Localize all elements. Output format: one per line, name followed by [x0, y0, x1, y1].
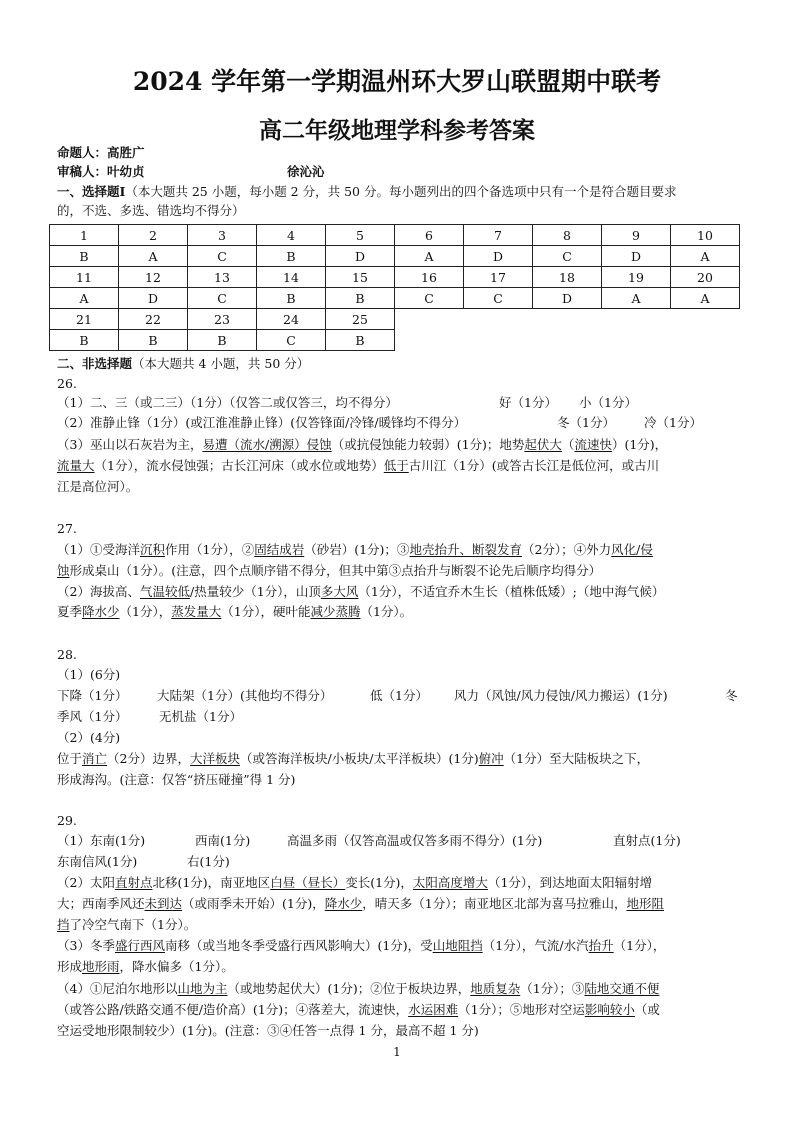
- table-cell: 7: [464, 225, 533, 246]
- reviewer-2: 徐沁沁: [287, 164, 325, 179]
- section1-line2: [57, 202, 747, 220]
- q29-key-point: 陆地交通不便: [584, 981, 660, 996]
- q29-text: 变长(1分)，: [345, 875, 413, 890]
- table-cell: A: [671, 288, 740, 309]
- q29-key-point: 地形雨: [82, 959, 120, 974]
- q26-key-point: 低于: [383, 458, 409, 473]
- q29-line7: [57, 958, 747, 976]
- table-cell: 14: [257, 267, 326, 288]
- q27-text: （1分），: [119, 604, 172, 619]
- q27-key-point: 减少蒸腾: [310, 604, 361, 619]
- table-cell: 18: [533, 267, 602, 288]
- q27-text: （1分），硬叶能: [221, 604, 311, 619]
- table-cell: A: [50, 288, 119, 309]
- q26-line2: [57, 414, 747, 432]
- q29-key-point: 盛行西风: [114, 938, 165, 953]
- q29-line4: [57, 895, 747, 913]
- table-cell: D: [602, 246, 671, 267]
- table-cell: A: [602, 288, 671, 309]
- q26-key-point: 起伏大: [524, 437, 562, 452]
- q28-text: 低（1分）: [370, 688, 428, 703]
- q27-key-point: 降水少: [82, 604, 120, 619]
- q28-text: 位于: [57, 751, 83, 766]
- q28-key-point: 消亡: [82, 751, 108, 766]
- table-cell: 11: [50, 267, 119, 288]
- q29-text: 高温多雨（仅答高温或仅答多雨不得分）(1分): [287, 833, 543, 848]
- table-cell: 24: [257, 309, 326, 330]
- table-cell: B: [50, 246, 119, 267]
- q26-text: （2）准静止锋（1分）(或江淮准静止锋）(仅答锋面/冷锋/暖锋均不得分）: [57, 415, 467, 430]
- q26-number: 26.: [57, 376, 77, 391]
- table-row: [50, 330, 740, 351]
- q29-text: （或雨季未开始）(1分)，: [182, 896, 325, 911]
- setter-line: [57, 144, 747, 162]
- table-cell: C: [395, 288, 464, 309]
- table-cell: C: [533, 246, 602, 267]
- table-cell: 19: [602, 267, 671, 288]
- table-cell: 5: [326, 225, 395, 246]
- table-cell: A: [395, 246, 464, 267]
- q28-line1: （1）(6分): [57, 667, 121, 682]
- q28-number: 28.: [57, 647, 77, 662]
- q28-line5: [57, 750, 747, 768]
- q26-text: （1）二、三（或二三）（1分）（仅答二或仅答三，均不得分）: [57, 395, 398, 410]
- table-cell: 8: [533, 225, 602, 246]
- q29-line6: [57, 937, 747, 955]
- q29-text: 西南(1分): [195, 833, 251, 848]
- q26-text: 冷（1分）: [644, 415, 702, 430]
- page-number: 1: [393, 1045, 401, 1059]
- section1-desc-cont: 的，不选、多选、错选均不得分）: [57, 203, 245, 218]
- q27-number: 27.: [57, 521, 77, 536]
- q26-key-point: 易遭（流水/溯源）侵蚀: [202, 437, 332, 452]
- table-cell: 6: [395, 225, 464, 246]
- table-cell: B: [257, 246, 326, 267]
- q29-key-point: 直射点: [114, 875, 153, 890]
- q29-text: （或: [634, 1002, 660, 1017]
- q29-text: （1分），: [613, 938, 666, 953]
- table-cell: 13: [188, 267, 257, 288]
- table-cell: 20: [671, 267, 740, 288]
- section2-line: [57, 355, 747, 373]
- q26-line5: 江是高位河）。: [57, 479, 139, 494]
- q29-text: （1分）；③: [520, 981, 585, 996]
- table-cell: D: [464, 246, 533, 267]
- table-cell: 22: [119, 309, 188, 330]
- q26-key-point: 流速快: [574, 437, 612, 452]
- section2-desc: （本大题共 4 小题，共 50 分）: [132, 356, 310, 371]
- q27-text: 形成桌山（1分）。(注意，四个点顺序错不得分，但其中第③点抬升与断裂不论先后顺序均得分）: [69, 563, 602, 578]
- q28-text: （1分）至大陆板块之下，: [503, 751, 650, 766]
- table-cell: B: [119, 330, 188, 351]
- q27-text: /热量较少（1分），山顶: [189, 584, 321, 599]
- table-cell: 9: [602, 225, 671, 246]
- table-cell: 15: [326, 267, 395, 288]
- table-cell: 12: [119, 267, 188, 288]
- section1-desc: （本大题共 25 小题，每小题 2 分，共 50 分。每小题列出的四个备选项中只有一个是符合题目要求: [125, 184, 677, 199]
- setter: 命题人：高胜广: [57, 145, 145, 160]
- table-cell: C: [188, 246, 257, 267]
- q29-key-point: 降水少: [324, 896, 363, 911]
- q26-text: 好（1分）: [499, 395, 557, 410]
- q26-key-point: 流量大: [57, 458, 95, 473]
- table-cell: C: [188, 288, 257, 309]
- q29-line1: [57, 832, 747, 850]
- table-row: [50, 225, 740, 246]
- table-cell: 1: [50, 225, 119, 246]
- q29-text: （1分），气流/水汽: [482, 938, 589, 953]
- q29-text: 北移(1分)，南亚地区: [152, 875, 271, 890]
- q29-line3: [57, 874, 747, 892]
- q29-line10: 空运受地形限制较少）(1分)。(注意：③④任答一点得 1 分，最高不超 1 分): [57, 1023, 479, 1038]
- q26-text: 冬（1分）: [557, 415, 615, 430]
- q29-key-point: 挡: [57, 917, 70, 932]
- q29-key-point: 地形阻: [626, 896, 664, 911]
- q27-key-point: 沉积: [139, 542, 165, 557]
- q29-key-point: 影响较小: [584, 1002, 635, 1017]
- table-row: [50, 288, 740, 309]
- q28-line6: 形成海沟。(注意：仅答“挤压碰撞”得 1 分): [57, 772, 296, 787]
- q29-text: （或地势起伏大）(1分)；②位于板块边界，: [227, 981, 471, 996]
- q29-text: （2）太阳: [57, 875, 115, 890]
- table-cell: B: [188, 330, 257, 351]
- q29-text: （或答公路/铁路交通不便/造价高）(1分)；④落差大，流速快，: [57, 1002, 409, 1017]
- section1-line1: [57, 183, 747, 201]
- q28-line2: [57, 687, 747, 705]
- q26-text: （1分），流水侵蚀强；古长江河床（或水位或地势）: [94, 458, 384, 473]
- q27-key-point: 蒸发量大: [171, 604, 222, 619]
- q29-text: （1）东南(1分): [57, 833, 146, 848]
- table-cell: C: [257, 330, 326, 351]
- table-cell: 16: [395, 267, 464, 288]
- table-cell: 3: [188, 225, 257, 246]
- table-cell: 23: [188, 309, 257, 330]
- q29-key-point: 山地为主: [177, 981, 228, 996]
- table-cell: 4: [257, 225, 326, 246]
- q27-key-point: 固结成岩: [254, 542, 305, 557]
- table-cell: 17: [464, 267, 533, 288]
- q27-text: 作用（1分），②: [164, 542, 255, 557]
- table-cell: D: [326, 246, 395, 267]
- q29-line8: [57, 980, 747, 998]
- q27-text: （2分）；④外力: [521, 542, 612, 557]
- q26-text: （或抗侵蚀能力较弱）(1分)；地势: [331, 437, 525, 452]
- q29-key-point: 山地阻挡: [432, 938, 483, 953]
- q27-line3: [57, 583, 747, 601]
- table-cell: B: [257, 288, 326, 309]
- q27-key-point: 地壳抬升、断裂发育: [409, 542, 522, 557]
- table-row: [50, 267, 740, 288]
- q29-key-point: 未到达: [144, 896, 183, 911]
- q28-text: 季风（1分）: [57, 709, 128, 724]
- q27-line2: [57, 562, 747, 580]
- q26-text: （3）巫山以石灰岩为主，: [57, 437, 203, 452]
- q28-text: （2分）边界，: [107, 751, 190, 766]
- q29-text: （4）①尼泊尔地形以: [57, 981, 178, 996]
- q27-text: （1分）。: [360, 604, 413, 619]
- q26-line3: [57, 436, 747, 454]
- reviewer-1: 审稿人：叶幼贞: [57, 164, 145, 179]
- q28-line3: [57, 708, 747, 726]
- q28-text: 下降（1分）: [57, 688, 128, 703]
- q29-text: 了冷空气南下（1分）。: [69, 917, 197, 932]
- q29-line5: [57, 916, 747, 934]
- q27-key-point: 气温较低: [139, 584, 190, 599]
- q29-text: （3）冬季: [57, 938, 115, 953]
- q28-text: （或答海洋板块/小板块/太平洋板块）(1分): [240, 751, 479, 766]
- q29-text: 形成: [57, 959, 83, 974]
- table-row: [50, 246, 740, 267]
- q27-key-point: 多大风: [320, 584, 359, 599]
- q29-text: 右(1分): [187, 854, 230, 869]
- table-cell: D: [533, 288, 602, 309]
- q26-text: （: [561, 437, 575, 452]
- q29-text: ，晴天多（1分）；南亚地区北部为喜马拉雅山，: [362, 896, 627, 911]
- table-row: [50, 309, 740, 330]
- section1-heading: 一、选择题Ⅰ: [57, 184, 126, 199]
- q27-line1: [57, 541, 747, 559]
- q27-text: （1分），不适宜乔木生长（植株低矮）;（地中海气候）: [358, 584, 665, 599]
- q28-text: 大陆架（1分）(其他均不得分）: [157, 688, 333, 703]
- q29-number: 29.: [57, 813, 77, 828]
- q27-text: （1）①受海洋: [57, 542, 140, 557]
- q29-text: 东南信风(1分): [57, 854, 138, 869]
- q26-line1: [57, 394, 747, 412]
- q26-text: 古川江（1分）(或答古长江是低位河，或古川: [408, 458, 660, 473]
- q29-line9: [57, 1001, 747, 1019]
- q29-text: 直射点(1分): [613, 833, 681, 848]
- exam-title: 2024 学年第一学期温州环大罗山联盟期中联考: [132, 67, 662, 96]
- table-cell: D: [119, 288, 188, 309]
- section2-heading: 二、非选择题: [57, 356, 133, 371]
- table-cell: 25: [326, 309, 395, 330]
- q28-text: 无机盐（1分）: [159, 709, 242, 724]
- q28-line4: （2）(4分): [57, 730, 121, 745]
- q27-line4: [57, 603, 747, 621]
- q29-key-point: 抬升: [588, 938, 614, 953]
- q26-text: ）(1分)，: [611, 437, 668, 452]
- q27-text: （砂岩）(1分)；③: [304, 542, 410, 557]
- q28-key-point: 俯冲: [478, 751, 504, 766]
- q29-text: 大；西南季风还: [57, 896, 145, 911]
- exam-subtitle: 高二年级地理学科参考答案: [259, 117, 535, 144]
- q29-key-point: 太阳高度增大: [412, 875, 488, 890]
- table-cell: A: [671, 246, 740, 267]
- answer-table: [49, 224, 740, 351]
- table-cell: 21: [50, 309, 119, 330]
- q29-text: 南移（或当地冬季受盛行西风影响大）(1分)，受: [164, 938, 433, 953]
- q29-key-point: 水运困难: [408, 1002, 459, 1017]
- q28-text: 冬: [725, 688, 738, 703]
- q29-text: （1分）；⑤地形对空运: [458, 1002, 585, 1017]
- table-cell: 10: [671, 225, 740, 246]
- q29-text: （1分），到达地面太阳辐射增: [487, 875, 653, 890]
- q26-line4: [57, 457, 747, 475]
- reviewer-line: [57, 163, 747, 181]
- table-cell: C: [464, 288, 533, 309]
- q29-key-point: 地质复杂: [470, 981, 521, 996]
- q29-text: ，降水偏多（1分）。: [119, 959, 234, 974]
- table-cell: B: [326, 288, 395, 309]
- q29-line2: [57, 853, 747, 871]
- q27-text: （2）海拔高、: [57, 584, 140, 599]
- q29-key-point: 白昼（昼长）: [270, 875, 346, 890]
- q26-text: 小（1分）: [579, 395, 637, 410]
- q27-text: 夏季: [57, 604, 83, 619]
- table-cell: B: [50, 330, 119, 351]
- table-cell: 2: [119, 225, 188, 246]
- q27-key-point: 蚀: [57, 563, 70, 578]
- table-cell: B: [326, 330, 395, 351]
- q28-text: 风力（风蚀/风力侵蚀/风力搬运）(1分): [454, 688, 668, 703]
- q27-key-point: 风化/侵: [611, 542, 653, 557]
- table-cell: A: [119, 246, 188, 267]
- q28-key-point: 大洋板块: [190, 751, 241, 766]
